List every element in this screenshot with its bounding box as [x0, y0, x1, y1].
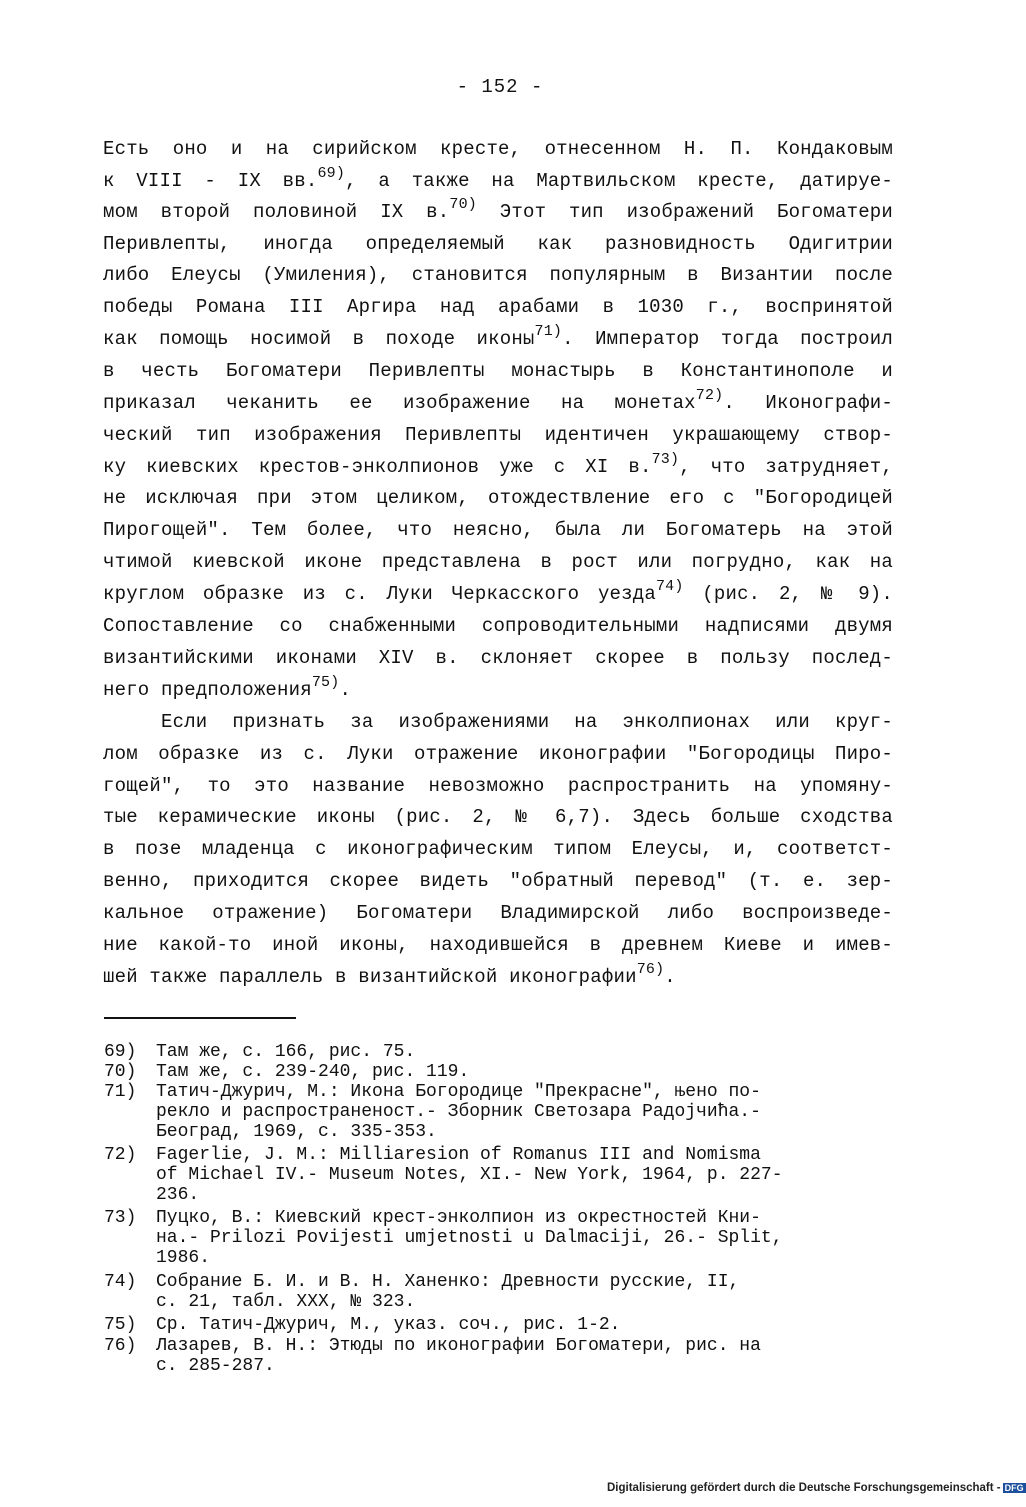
footnote-number: 74): [104, 1272, 137, 1292]
footnote: 69) Там же, с. 166, рис. 75.: [104, 1042, 416, 1062]
footnote-ref[interactable]: 71): [534, 322, 563, 340]
body-line: ние какой-то иной иконы, находившейся в древнем Киеве и имев-: [103, 934, 893, 956]
body-line: в позе младенца с иконографическим типом Елеусы, и, соответст-: [103, 838, 893, 860]
dfg-logo: DFG: [1004, 1482, 1024, 1493]
footnote-ref[interactable]: 73): [651, 450, 680, 468]
body-line: ку киевских крестов-энколпионов уже с XI в.$^{73)}$, что затрудняет,: [103, 450, 894, 478]
footnote: 76) Лазарев, В. Н.: Этюды по иконографии Богоматери, рис. на с. 285-287.: [104, 1336, 761, 1376]
body-line: Есть оно и на сирийском кресте, отнесенном Н. П. Кондаковым: [103, 138, 893, 160]
body-line: гощей", то это название невозможно распространить на упомяну-: [103, 775, 893, 797]
body-line: не исключая при этом целиком, отождествление его с "Богородицей: [103, 487, 893, 509]
footnote-ref[interactable]: 69): [317, 164, 346, 182]
footnote-ref[interactable]: 75): [311, 673, 340, 691]
body-line: либо Елеусы (Умиления), становится популярным в Византии после: [103, 264, 893, 286]
footnote-ref[interactable]: 70): [449, 195, 477, 213]
body-line: кальное отражение) Богоматери Владимирской либо воспроизведе-: [103, 902, 893, 924]
body-line: Перивлепты, иногда определяемый как разновидность Одигитрии: [103, 233, 893, 255]
body-line: круглом образке из с. Луки Черкасского уезда$^{74)}$ (рис. 2, № 9).: [103, 577, 894, 605]
footnote-number: 71): [104, 1082, 137, 1102]
body-line: Пирогощей". Тем более, что неясно, была ли Богоматерь на этой: [103, 519, 893, 541]
body-line: победы Романа III Аргира над арабами в 1030 г., воспринятой: [103, 296, 893, 318]
body-line: него предположения$^{75)}$.: [103, 673, 352, 701]
footnote-number: 75): [104, 1315, 137, 1335]
body-line: венно, приходится скорее видеть "обратный перевод" (т. е. зер-: [103, 870, 893, 892]
footnote-ref[interactable]: 76): [636, 960, 665, 978]
credit-text: Digitalisierung gefördert durch die Deutsche Forschungsgemeinschaft -: [607, 1482, 1001, 1494]
digitization-credit: [607, 1482, 1024, 1494]
body-line: как помощь носимой в походе иконы$^{71)}$. Император тогда построил: [103, 322, 893, 350]
body-line: тые керамические иконы (рис. 2, № 6,7). Здесь больше сходства: [103, 806, 893, 828]
body-line: Если признать за изображениями на энколпионах или круг-: [161, 711, 893, 733]
footnote-ref[interactable]: 74): [655, 577, 684, 595]
footnote-number: 70): [104, 1062, 137, 1082]
footnote: 73) Пуцко, В.: Киевский крест-энколпион из окрестностей Кни- на.- Prilozi Povijesti umjetnosti u Dalmaciji, 26.- Split, 1986.: [104, 1208, 783, 1268]
body-line: лом образке из с. Луки отражение иконографии "Богородицы Пиро-: [103, 743, 893, 765]
footnote: 75) Ср. Татич-Джурич, М., указ. соч., рис. 1-2.: [104, 1315, 621, 1335]
body-line: шей также параллель в византийской иконографии$^{76)}$.: [103, 960, 676, 988]
footnote-number: 73): [104, 1208, 137, 1228]
body-line: к VIII - IX вв.$^{69)}$, а также на Мартвильском кресте, датируе-: [103, 164, 894, 192]
body-line: Сопоставление со снабженными сопроводительными надписями двумя: [103, 615, 893, 637]
body-line: приказал чеканить ее изображение на монетах$^{72)}$. Иконографи-: [103, 386, 893, 414]
footnote-separator: [104, 1017, 296, 1019]
footnote-ref[interactable]: 72): [695, 386, 724, 404]
footnote: 72) Fagerlie, J. M.: Milliaresion of Romanus III and Nomisma of Michael IV.- Museum Notes, XI.- New York, 1964, p. 227- 236.: [104, 1145, 783, 1205]
page-number: - 152 -: [456, 76, 544, 98]
body-line: в честь Богоматери Перивлепты монастырь в Константинополе и: [103, 360, 893, 382]
footnote: 74) Собрание Б. И. и В. Н. Ханенко: Древности русские, II, с. 21, табл. XXX, № 323.: [104, 1272, 740, 1312]
footnote-number: 72): [104, 1145, 137, 1165]
footnote: 71) Татич-Джурич, М.: Икона Богородице "Прекрасне", њено по- рекло и распространеност.- Зборник Светозара Радојчића.- Београд, 1969, с. 335-353.: [104, 1082, 761, 1142]
footnote: 70) Там же, с. 239-240, рис. 119.: [104, 1062, 470, 1082]
footnote-number: 69): [104, 1042, 137, 1062]
body-line: мом второй половиной IX в.$^{70)}$ Этот тип изображений Богоматери: [103, 195, 893, 223]
body-line: византийскими иконами XIV в. склоняет скорее в пользу послед-: [103, 647, 893, 669]
footnote-number: 76): [104, 1336, 137, 1356]
body-line: ческий тип изображения Перивлепты идентичен украшающему створ-: [103, 424, 893, 446]
body-line: чтимой киевской иконе представлена в рост или погрудно, как на: [103, 551, 893, 573]
